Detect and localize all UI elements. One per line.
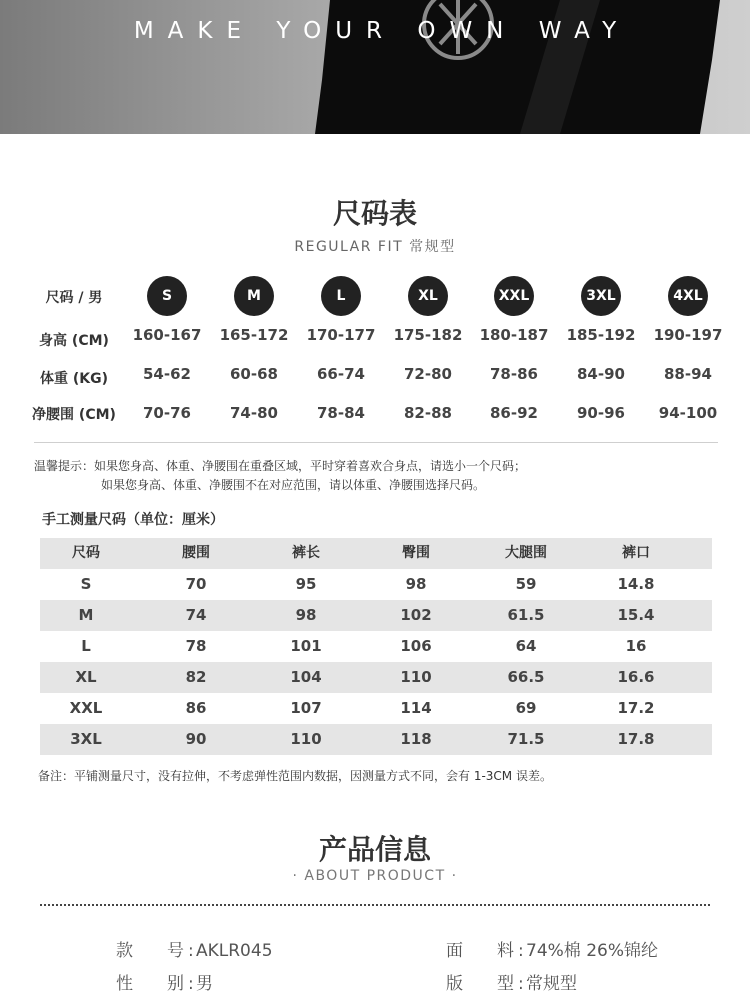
section-divider <box>34 442 718 443</box>
weight-value: 88-94 <box>664 365 712 383</box>
info-item-style-code: 款 号 : AKLR045 <box>116 936 273 961</box>
table-row <box>40 600 712 631</box>
table-cell: 78 <box>185 637 207 655</box>
table-cell: 110 <box>400 668 432 686</box>
info-value: 常规型 <box>526 974 577 994</box>
column-header: 裤长 <box>292 545 320 561</box>
weight-value: 60-68 <box>230 365 278 383</box>
table-cell: 107 <box>290 699 322 717</box>
table-cell: 16 <box>625 637 647 655</box>
info-label: 版 型 <box>446 974 514 994</box>
dotted-divider <box>40 904 710 906</box>
table-cell: 110 <box>290 730 322 748</box>
size-chart-subtitle: REGULAR FIT 常规型 <box>294 239 456 255</box>
table-cell: 101 <box>290 637 322 655</box>
size-badge-l: L <box>321 276 361 316</box>
table-row <box>40 724 712 755</box>
column-header: 腰围 <box>182 545 210 561</box>
table-row <box>40 693 712 724</box>
table-cell: 66.5 <box>507 668 545 686</box>
table-cell: XXL <box>69 699 103 717</box>
table-row <box>40 569 712 600</box>
info-item-fit: 版 型 : 常规型 <box>446 969 577 994</box>
size-badge-m: M <box>234 276 274 316</box>
product-info-title: 产品信息 <box>318 833 431 866</box>
table-cell: 14.8 <box>617 575 655 593</box>
waist-value: 82-88 <box>404 404 452 422</box>
size-badge-xxl: XXL <box>494 276 534 316</box>
table-cell: 106 <box>400 637 432 655</box>
size-badge-xl: XL <box>408 276 448 316</box>
column-header: 裤口 <box>622 545 650 561</box>
table-cell: 98 <box>295 606 317 624</box>
banner-slogan: MAKE YOUR OWN WAY <box>133 18 631 44</box>
table-cell: L <box>81 637 91 655</box>
column-header: 大腿围 <box>505 545 547 561</box>
info-label: 性 别 <box>116 974 184 994</box>
waist-value: 86-92 <box>490 404 538 422</box>
table-cell: S <box>80 575 92 593</box>
height-value: 170-177 <box>306 326 376 344</box>
height-value: 165-172 <box>219 326 289 344</box>
row-label-height: 身高 (CM) <box>39 333 109 349</box>
table-cell: 71.5 <box>507 730 545 748</box>
waist-value: 94-100 <box>658 404 718 422</box>
size-badge-4xl: 4XL <box>668 276 708 316</box>
info-value: AKLR045 <box>196 941 273 961</box>
size-badge-3xl: 3XL <box>581 276 621 316</box>
info-item-fabric: 面 料 : 74%棉 26%锦纶 <box>446 936 658 961</box>
height-value: 180-187 <box>479 326 549 344</box>
weight-value: 54-62 <box>143 365 191 383</box>
info-label: 款 号 <box>116 941 184 961</box>
waist-value: 70-76 <box>143 404 191 422</box>
table-cell: 104 <box>290 668 322 686</box>
hero-banner <box>0 0 750 134</box>
table-cell: 17.8 <box>617 730 655 748</box>
size-header-label: 尺码 / 男 <box>45 290 103 306</box>
table-cell: 70 <box>185 575 207 593</box>
table-cell: 118 <box>400 730 432 748</box>
tip-line-1: 温馨提示：如果您身高、体重、净腰围在重叠区域，平时穿着喜欢合身点，请选小一个尺码； <box>34 459 527 473</box>
size-chart-title: 尺码表 <box>332 197 417 230</box>
table-row <box>40 631 712 662</box>
table-cell: 74 <box>185 606 207 624</box>
measure-table <box>40 538 712 755</box>
tip-line-2: 如果您身高、体重、净腰围不在对应范围，请以体重、净腰围选择尺码。 <box>101 478 486 492</box>
table-cell: M <box>78 606 94 624</box>
table-cell: 59 <box>515 575 537 593</box>
measure-note: 备注：平铺测量尺寸，没有拉伸，不考虑弹性范围内数据，因测量方式不同，会有 1-3CM 误差。 <box>38 769 552 783</box>
size-badge-s: S <box>147 276 187 316</box>
info-label: 面 料 <box>446 941 514 961</box>
height-value: 175-182 <box>393 326 463 344</box>
column-header: 尺码 <box>72 545 100 561</box>
info-value: 男 <box>196 974 213 994</box>
row-label-weight: 体重 (KG) <box>39 371 108 387</box>
table-row <box>40 662 712 693</box>
height-value: 160-167 <box>132 326 202 344</box>
height-value: 190-197 <box>653 326 723 344</box>
table-cell: 86 <box>185 699 207 717</box>
row-label-waist: 净腰围 (CM) <box>32 407 116 423</box>
height-value: 185-192 <box>566 326 636 344</box>
table-header-row <box>40 538 712 569</box>
weight-value: 66-74 <box>317 365 365 383</box>
table-cell: XL <box>75 668 97 686</box>
info-value: 74%棉 26%锦纶 <box>526 941 658 961</box>
table-cell: 102 <box>400 606 432 624</box>
table-cell: 3XL <box>70 730 102 748</box>
product-info-subtitle: · ABOUT PRODUCT · <box>292 868 458 884</box>
table-cell: 15.4 <box>617 606 655 624</box>
table-cell: 90 <box>185 730 207 748</box>
table-cell: 95 <box>295 575 317 593</box>
weight-value: 78-86 <box>490 365 538 383</box>
table-cell: 82 <box>185 668 207 686</box>
table-cell: 64 <box>515 637 537 655</box>
weight-value: 72-80 <box>404 365 452 383</box>
waist-value: 74-80 <box>230 404 278 422</box>
table-cell: 16.6 <box>617 668 655 686</box>
table-cell: 69 <box>515 699 537 717</box>
waist-value: 78-84 <box>317 404 365 422</box>
table-cell: 98 <box>405 575 427 593</box>
table-cell: 114 <box>400 699 432 717</box>
info-item-gender: 性 别 : 男 <box>116 969 213 994</box>
measure-table-title: 手工测量尺码（单位：厘米） <box>42 512 224 528</box>
table-cell: 17.2 <box>617 699 655 717</box>
table-cell: 61.5 <box>507 606 545 624</box>
waist-value: 90-96 <box>577 404 625 422</box>
weight-value: 84-90 <box>577 365 625 383</box>
column-header: 臀围 <box>402 545 430 561</box>
